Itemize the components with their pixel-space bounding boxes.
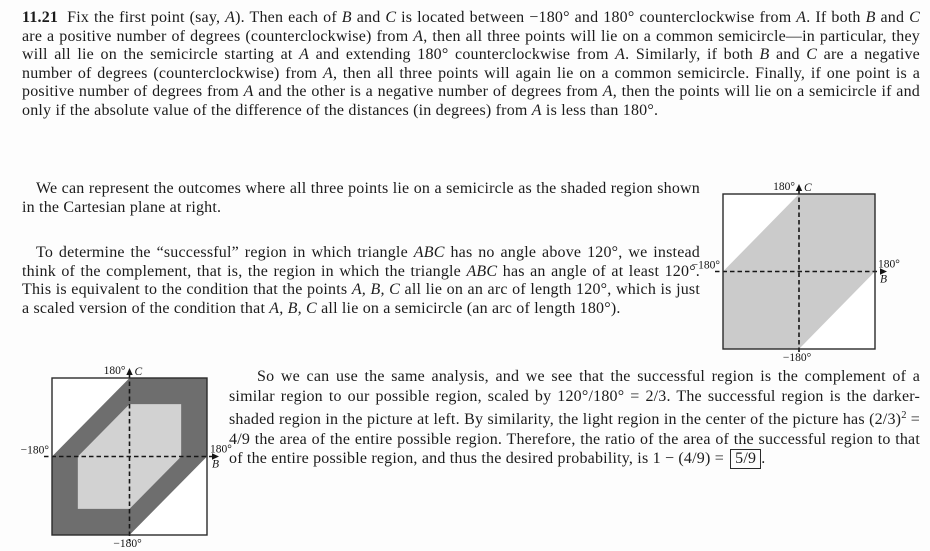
top-axis-value-label: 180°	[773, 181, 795, 193]
c-axis-arrow-icon	[126, 368, 132, 375]
successful-region-figure	[16, 358, 241, 551]
right-axis-value-label: 180°	[210, 443, 232, 456]
semicircle-representation-paragraph: We can represent the outcomes where all three points lie on a semicircle as the shaded region shown in the Cartesian plane at right.	[22, 180, 700, 216]
solution-conclusion-paragraph: So we can use the same analysis, and we see that the successful region is the complement of a similar region to our possible region, scaled by 120°/180° = 2/3. The successful region is the darker-shaded region in the picture at left. By similarity, the light region in the center of the picture has $(2/3)^2 = 4/9$ the area of the entire possible region. Therefore, the ratio of the area of the successful region to that of the entire possible region, and thus the desired probability, is 1 − (4/9) = 5/9 .	[229, 368, 920, 467]
c-axis-arrow-icon	[796, 184, 802, 191]
right-axis-name-label: B	[880, 273, 888, 286]
possible-region-figure	[690, 174, 908, 367]
top-axis-name-label: C	[134, 366, 143, 378]
bottom-axis-value-label: −180°	[113, 538, 142, 550]
boxed-answer: 5/9	[730, 449, 761, 469]
successful-region-definition-paragraph: To determine the “successful” region in which triangle ABC has no angle above 120°, we instead think of the complement, that is, the region in which the triangle ABC has an angle of at least 120°. This is equivalent to the condition that the points A, B, C all lie on an arc of length 120°, which is just a scaled version of the condition that A, B, C all lie on a semicircle (an arc of length 180°).	[22, 244, 701, 317]
problem-statement-paragraph: 11.21 Fix the first point (say, A). Then each of B and C is located between −180° and 180° counterclockwise from A. If both B and C are a positive number of degrees (counterclockwise) from A, then all three points will lie on a common semicircle—in particular, they will all lie on the semicircle starting at A and extending 180° counterclockwise from A. Similarly, if both B and C are a negative number of degrees (counterclockwise) from A, then all three points will again lie on a common semicircle. Finally, if one point is a positive number of degrees from A and the other is a negative number of degrees from A, then the points will lie on a semicircle if and only if the absolute value of the difference of the distances (in degrees) from A is less than 180°.	[22, 9, 920, 119]
right-axis-value-label: 180°	[878, 258, 900, 271]
top-axis-name-label: C	[804, 182, 812, 194]
top-axis-value-label: 180°	[103, 365, 126, 377]
right-axis-name-label: B	[212, 458, 220, 471]
left-axis-value-label: −180°	[20, 444, 49, 457]
left-axis-value-label: −180°	[691, 259, 720, 272]
bottom-axis-value-label: −180°	[782, 352, 812, 364]
